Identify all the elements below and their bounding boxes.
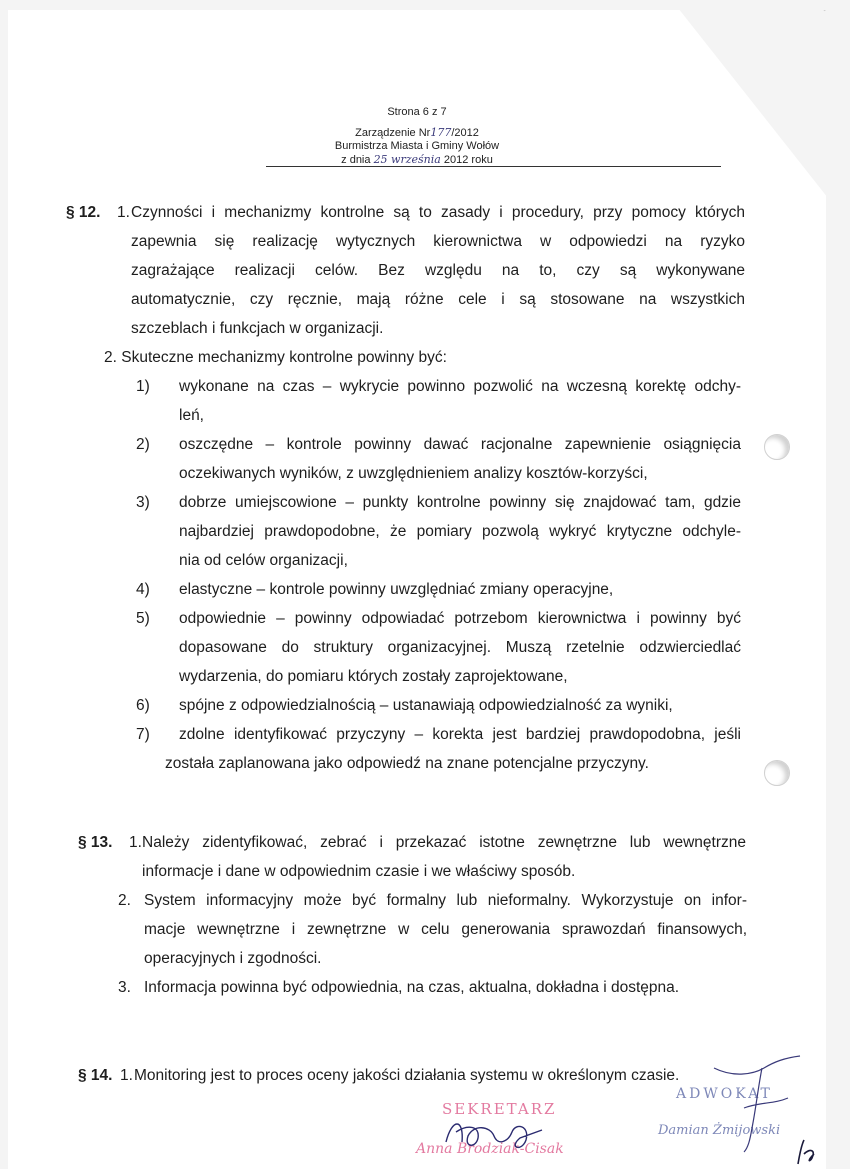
- text-line: wykonane na czas – wykrycie powinno pozwolić na wczesną korektę odchy-: [179, 378, 741, 395]
- header-rule: [266, 166, 721, 167]
- item-5-number: 5): [136, 610, 150, 627]
- item-7-text: [165, 720, 741, 778]
- date-suffix: 2012 roku: [443, 154, 493, 166]
- item-1-number: 1): [136, 378, 150, 395]
- text-line: dobrze umiejscowione – punkty kontrolne powinny się znajdować tam, gdzie: [179, 494, 741, 511]
- text-line: zagrażające realizacji celów. Bez względu na to, czy są wykonywane: [131, 262, 745, 279]
- item-7-number: 7): [136, 726, 150, 743]
- text-line: spójne z odpowiedzialnością – ustanawiają odpowiedzialność za wyniki,: [179, 697, 673, 714]
- initials-mark: [792, 1136, 822, 1166]
- item-2-text: [179, 430, 741, 488]
- date-prefix: z dnia: [341, 154, 371, 166]
- text-line: nia od celów organizacji,: [179, 552, 348, 569]
- text-line: leń,: [179, 407, 204, 424]
- section-13-par2-number: 2.: [118, 892, 131, 909]
- item-6-number: 6): [136, 697, 150, 714]
- issuer-line: [8, 140, 826, 153]
- secretary-signature: [438, 1112, 558, 1157]
- section-12-par2: 2. Skuteczne mechanizmy kontrolne powinny być:: [104, 349, 447, 366]
- section-12-par1-number: 1.: [117, 204, 130, 221]
- text-line: Należy zidentyfikować, zebrać i przekazać istotne zewnętrzne lub wewnętrzne: [142, 834, 746, 851]
- item-4-text: [179, 575, 741, 604]
- punch-hole-top: [764, 434, 790, 460]
- section-12-mark: § 12.: [66, 204, 101, 221]
- text-line: macje wewnętrzne i zewnętrzne w celu generowania sprawozdań finansowych,: [144, 921, 747, 938]
- text-line: wydarzenia, do pomiaru których zostały zaprojektowane,: [179, 668, 568, 685]
- issuer: Burmistrza Miasta i Gminy Wołów: [334, 140, 500, 152]
- section-14-mark: § 14.: [78, 1067, 113, 1084]
- text-line: odpowiednie – powinny odpowiadać potrzebom kierownictwa i powinny być: [179, 610, 741, 627]
- date-line: [8, 153, 826, 167]
- page-header: [8, 106, 826, 119]
- section-13-par3: Informacja powinna być odpowiednia, na czas, aktualna, dokładna i dostępna.: [144, 979, 680, 996]
- section-12-par1: [131, 198, 745, 343]
- document-page: [8, 10, 826, 1169]
- item-3-number: 3): [136, 494, 150, 511]
- text-line: informacje i dane w odpowiednim czasie i we właściwy sposób.: [142, 863, 576, 880]
- item-4-number: 4): [136, 581, 150, 598]
- lawyer-stamp-title: ADWOKAT: [676, 1086, 773, 1102]
- section-14-par1: Monitoring jest to proces oceny jakości działania systemu w określonym czasie.: [134, 1067, 680, 1084]
- order-number-line: [8, 126, 826, 140]
- folded-corner: [678, 10, 826, 198]
- text-line: oczekiwanych wyników, z uwzględnieniem analizy kosztów-korzyści,: [179, 465, 648, 482]
- text-line: automatycznie, czy ręcznie, mają różne cele i są stosowane na wszystkich: [131, 291, 745, 308]
- text-line: elastyczne – kontrole powinny uwzględniać zmiany operacyjne,: [179, 581, 614, 598]
- text-line: dopasowane do struktury organizacyjnej. Muszą rzetelnie odzwierciedlać: [179, 639, 741, 656]
- text-line: została zaplanowana jako odpowiedź na znane potencjalne przyczyny.: [165, 755, 649, 772]
- order-year: /2012: [451, 127, 479, 139]
- section-13-par1-number: 1.: [129, 834, 142, 851]
- order-label: Zarządzenie Nr: [355, 127, 431, 139]
- item-6-text: [179, 691, 741, 720]
- section-14-par1-number: 1.: [120, 1067, 133, 1084]
- text-line: Czynności i mechanizmy kontrolne są to zasady i procedury, przy pomocy których: [131, 204, 745, 221]
- secretary-stamp-name: Anna Brodziak-Cisak: [416, 1141, 564, 1157]
- text-line: System informacyjny może być formalny lub nieformalny. Wykorzystuje on infor-: [144, 892, 747, 909]
- text-line: oszczędne – kontrole powinny dawać racjonalne zapewnienie osiągnięcia: [179, 436, 741, 453]
- secretary-stamp-title: SEKRETARZ: [442, 1100, 557, 1118]
- item-2-number: 2): [136, 436, 150, 453]
- section-13-par3-number: 3.: [118, 979, 131, 996]
- text-line: zdolne identyfikować przyczyny – korekta jest bardziej prawdopodobna, jeśli: [179, 726, 741, 743]
- item-5-text: [179, 604, 741, 691]
- text-line: zapewnia się realizację wytycznych kierownictwa w odpowiedzi na ryzyko: [131, 233, 745, 250]
- section-13-par1: [142, 828, 746, 886]
- item-3-text: [179, 488, 741, 575]
- page-number: Strona 6 z 7: [387, 106, 447, 118]
- date-handwritten: 25 września: [373, 153, 441, 166]
- punch-hole-bottom: [764, 760, 790, 786]
- section-13-mark: § 13.: [78, 834, 113, 851]
- item-1-text: [179, 372, 741, 430]
- text-line: szczeblach i funkcjach w organizacji.: [131, 320, 384, 337]
- text-line: operacyjnych i zgodności.: [144, 950, 322, 967]
- section-13-par2: [144, 886, 747, 973]
- lawyer-stamp-name: Damian Żmijowski: [658, 1123, 781, 1138]
- text-line: najbardziej prawdopodobne, że pomiary pozwolą wykryć krytyczne odchyle-: [179, 523, 741, 540]
- order-number-handwritten: 177: [430, 126, 452, 139]
